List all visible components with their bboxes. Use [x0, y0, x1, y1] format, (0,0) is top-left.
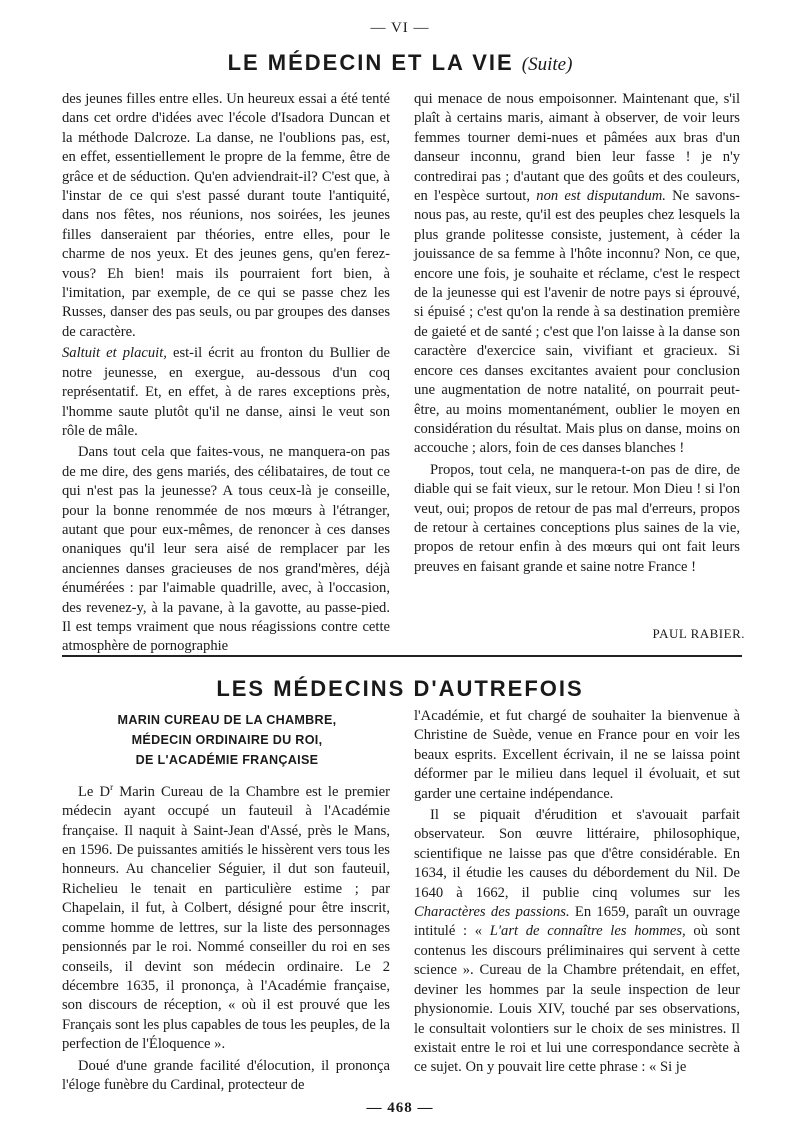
subheading-line: MÉDECIN ORDINAIRE DU ROI, [131, 733, 323, 747]
paragraph-text: Marin Cureau de la Chambre est le premier médecin ayant occupé un fauteuil à l'Académie française. Il naquit à Saint-Jean d'Assé, près le Mans, en 1596. De puissantes amitiés le hissèrent vers tous les honneurs. Au chancelier Séguier, il dut son fauteuil, Richelieu le tenait en particulière estime ; par Chapelain, il fut, à Colbert, désigné pour être inscrit, comme homme de lettres, sur la liste des personnages pensionnés par le roi. Nommé conseiller du roi en ses conseils, il devint son médecin ordinaire. Le 2 décembre 1635, il prononça, à l'Académie française, son discours de réception, « où il est prouvé que les Français sont les plus capables de tous les peuples, de la perfection de l'Éloquence ». [62, 783, 390, 1053]
article-title [0, 50, 800, 76]
paragraph-text: est-il écrit au fronton du Bullier de notre jeunesse, en exergue, au-dessous d'un coq représentatif. Et, en effet, à de rares exceptions près, l'homme saute plutôt qu'il ne danse, ainsi le veut son rôle de mâle. [62, 345, 390, 439]
latin-phrase: non est disputandum. [536, 188, 666, 205]
article2-right-column [414, 707, 740, 1078]
latin-motto: Saltuit et placuit, [62, 345, 167, 362]
paragraph [62, 778, 390, 1055]
article-subheading [62, 710, 392, 770]
superscript: r [110, 782, 114, 792]
paragraph: l'Académie, et fut chargé de souhaiter la bienvenue à Christine de Suède, venue en France pour en voir les beaux esprits. Excellent écrivain, il ne se laissa point déformer par le milieu dans lequel il évoluait, et sut garder une certaine indépendance. [414, 708, 740, 802]
paragraph-text: En 1659, paraît un ouvrage intitulé : « [414, 904, 740, 940]
book-title: Charactères des passions. [414, 904, 570, 921]
paragraph: Propos, tout cela, ne manquera-t-on pas de dire, de diable qui se fait vieux, sur le retour. Mon Dieu ! si l'on veut, oui; propos de retour de pas mal d'erreurs, propos de retour à certaines conceptions plus saines de la vie, propos de retour enfin à des mœurs qui ont fait leurs preuves en faisant grande et saine notre France ! [414, 461, 740, 575]
page-number: — 468 — [366, 1100, 434, 1116]
article-title-text: LE MÉDECIN ET LA VIE [227, 50, 514, 75]
subheading-line: MARIN CUREAU DE LA CHAMBRE, [117, 713, 337, 727]
paragraph-text: Il se piquait d'érudition et s'avouait parfait observateur. Son œuvre littéraire, philosophique, scientifique ne laisse pas que d'être considérable. En 1634, il étudie les causes du débordement du Nil. De 1640 à 1662, il publie cinq volumes sur les [414, 807, 740, 901]
author-signature: PAUL RABIER. [652, 626, 745, 641]
paragraph: Dans tout cela que faites-vous, ne manquera-on pas de me dire, des gens mariés, des célibataires, de tout ce qui n'est pas la jeunesse? A tous ceux-là je conseille, pour la bonne renommée de nos mœurs à l'étranger, autant que pour eux-mêmes, de renoncer à ces danses onaniques qu'il leur sera aisé de remplacer par les anciennes danses gracieuses de nos grand'mères, déjà énumérées : par l'aimable quadrille, avec, à l'occasion, des revenez-y, à la pavane, à la gavotte, au passe-pied. Il est temps vraiment que nous réagissions contre cette atmosphère de pornographie [62, 444, 390, 655]
paragraph-text: Le D [78, 783, 111, 800]
section-title: LES MÉDECINS D'AUTREFOIS [216, 676, 584, 701]
paragraph [414, 806, 740, 1078]
paragraph: des jeunes filles entre elles. Un heureux essai a été tenté dans cet ordre d'idées avec l'école d'Isadora Duncan et la méthode Dalcroze. La danse, ne l'oublions pas, est, en effet, essentiellement le propre de la femme, être de grâce et de séduction. Qu'en adviendrait-il? C'est que, à l'instar de ce qui s'est passé durant toute l'antiquité, dans nos fêtes, nos réunions, nos soirées, les jeunes filles danseraient par théories, entre elles, pour le charme de nos yeux. Et des jeunes gens, qu'en ferez-vous? Eh bien! mais ils pourraient fort bien, à l'imitation, par exemple, de ce qui se passe chez les Russes, danser des pas seuls, ou par groupes des danses de caractère. [62, 91, 390, 340]
paragraph: Doué d'une grande facilité d'élocution, il prononça l'éloge funèbre du Cardinal, protecteur de [62, 1057, 390, 1093]
paragraph [62, 344, 390, 441]
paragraph-text: où sont contenus les discours préliminaires qui servent à cette science ». Cureau de la Chambre prétendait, en effet, deviner les hommes par la seule inspection de leur physionomie. Louis XIV, touché par ses observations, le consultait volontiers sur le choix de ses ministres. Il existait entre le roi et lui une correspondance secrète à ce sujet. On y pouvait lire cette phrase : « Si je [414, 923, 741, 1076]
book-title: L'art de connaître les hommes, [489, 923, 686, 940]
article1-right-column [414, 90, 740, 577]
subheading-line: DE L'ACADÉMIE FRANÇAISE [135, 753, 319, 767]
section-divider [62, 655, 742, 657]
paragraph [414, 90, 740, 459]
article1-left-column [62, 90, 390, 657]
paragraph-text: Ne savons-nous pas, au reste, qu'il est des peuples chez lesquels la plus grande politesse consiste, justement, à céder la jouissance de sa femme à l'hôte inconnu? Non, ce que, encore une fois, je souhaite et réclame, c'est le respect de la jeunesse qui est l'avenir de notre pays si éprouvé, si épuisé ; c'est qu'on la rende à sa destination première de gaieté et de santé ; c'est que l'on laisse à la danse son caractère d'exercice sain, vivifiant et gracieux. Si encore ces danses excitantes avaient pour conclusion une augmentation de notre natalité, on pourrait peut-être, au moins momentanément, oublier le moyen en considération du résultat. Mais plus on danse, moins on accouche ; alors, foin de ces danses blanches ! [414, 188, 740, 457]
paragraph-text: qui menace de nous empoisonner. Maintenant que, s'il plaît à certains maris, aimant à observer, de voir leurs femmes tourner demi-nues et pâmées aux bras d'un danseur inconnu, grand bien leur fasse ! je n'y contredirai pas ; d'autant que des goûts et des couleurs, en l'espèce surtout, [414, 91, 740, 205]
article2-left-column [62, 778, 390, 1095]
article-title-suffix: (Suite) [521, 54, 573, 75]
roman-folio: — VI — [370, 20, 430, 36]
